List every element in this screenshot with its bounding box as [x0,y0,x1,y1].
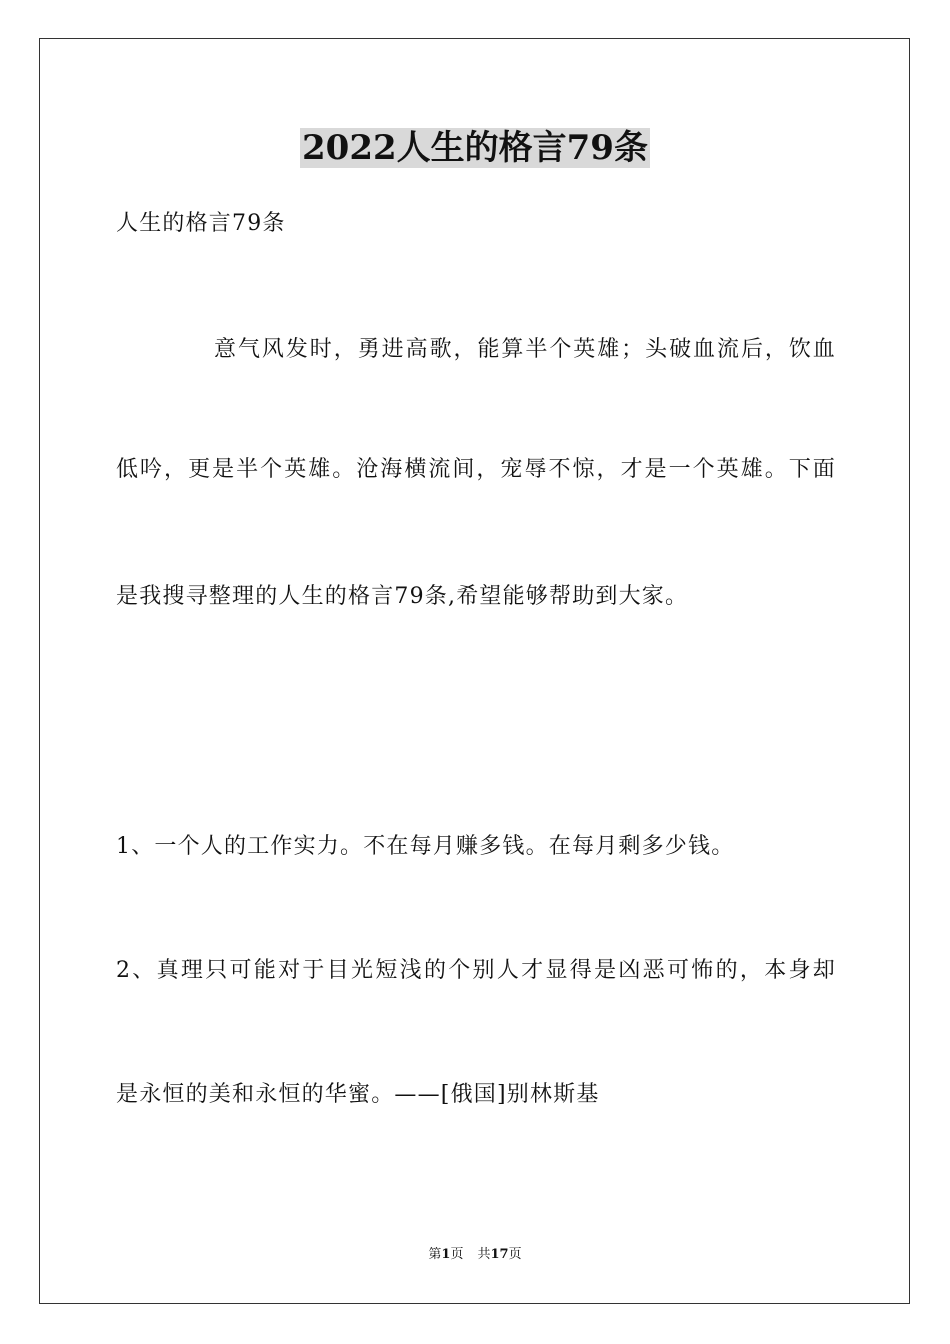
footer-total-prefix: 共 [477,1247,491,1262]
document-title [0,126,950,170]
intro-line-3: 是我搜寻整理的人生的格言79条,希望能够帮助到大家。 [116,584,689,609]
document-subtitle: 人生的格言79条 [116,211,286,236]
item-2-line-2: 是永恒的美和永恒的华蜜。——[俄国]别林斯基 [116,1082,600,1107]
footer-total-pages: 17 [490,1247,509,1262]
item-1-line-1: 1、一个人的工作实力。不在每月赚多钱。在每月剩多少钱。 [116,834,735,859]
footer-page-number: 1 [441,1247,451,1262]
footer-page-suffix: 页 [450,1247,464,1262]
page-footer [0,1245,950,1265]
footer-total-suffix: 页 [508,1247,522,1262]
intro-line-1: 意气风发时，勇进高歌，能算半个英雄；头破血流后，饮血 [214,337,836,362]
item-2-line-1: 2、真理只可能对于目光短浅的个别人才显得是凶恶可怖的，本身却 [116,958,836,983]
intro-line-2: 低吟，更是半个英雄。沧海横流间，宠辱不惊，才是一个英雄。下面 [116,457,836,482]
footer-page-prefix: 第 [428,1247,442,1262]
document-title-text: 2022人生的格言79条 [302,128,648,168]
